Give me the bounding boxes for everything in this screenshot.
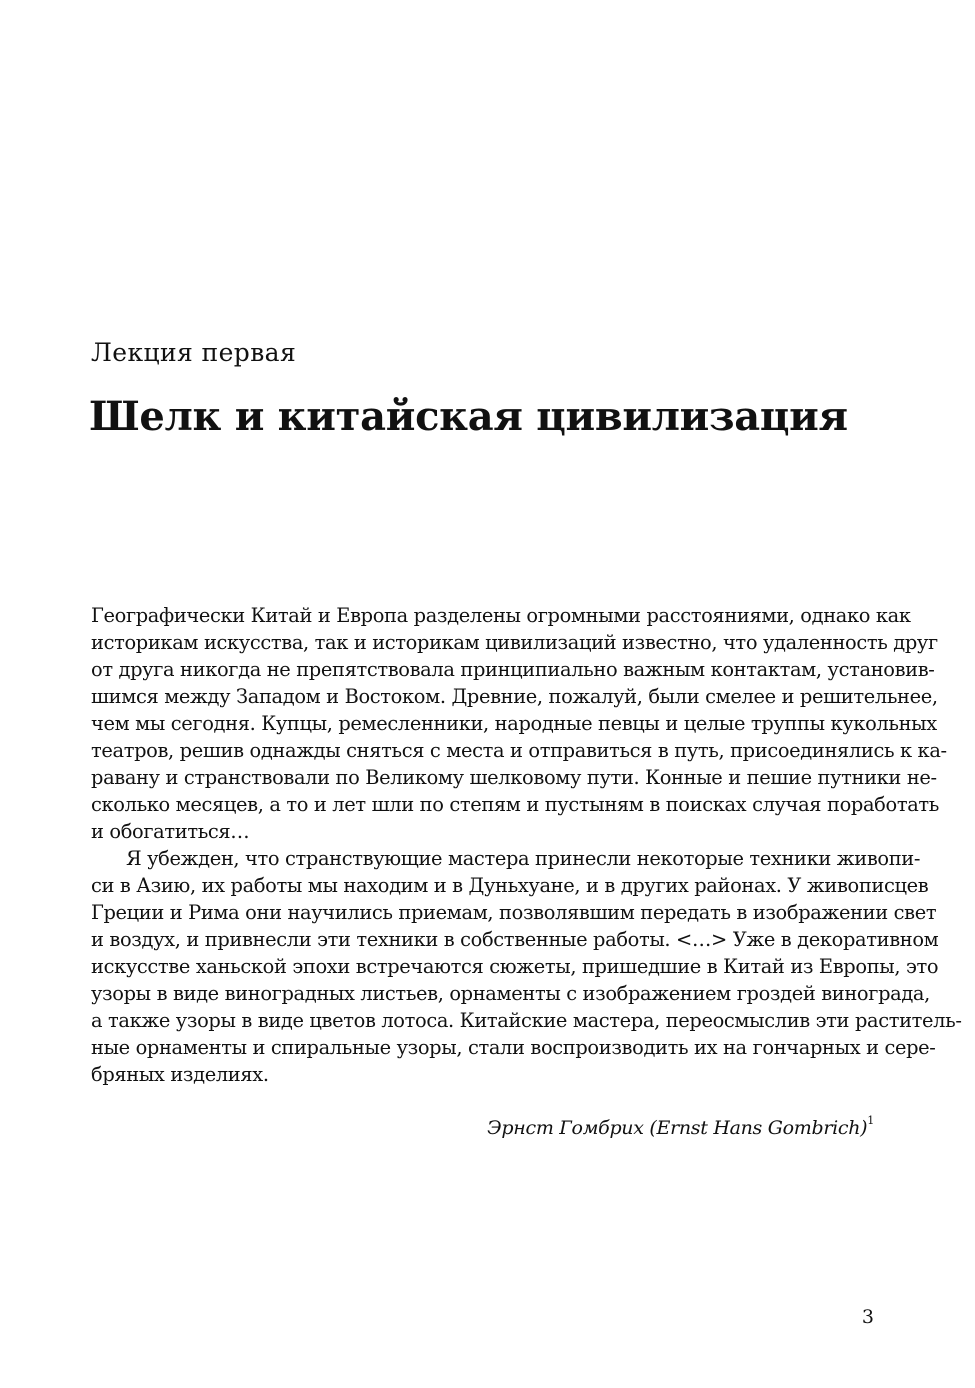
text-line: театров, решив однажды сняться с места и отправиться в путь, присоединялись к ка- [91, 739, 947, 762]
text-line: Греции и Рима они научились приемам, позволявшим передать в изображении свет [91, 901, 937, 924]
footnote-reference[interactable]: 1 [867, 1114, 874, 1127]
text-line: сколько месяцев, а то и лет шли по степям и пустыням в поисках случая поработать [91, 793, 939, 816]
text-line: Географически Китай и Европа разделены огромными расстояниями, однако как [91, 604, 911, 627]
page-number: 3 [861, 1306, 874, 1328]
text-line: чем мы сегодня. Купцы, ремесленники, народные певцы и целые труппы кукольных [91, 712, 937, 735]
epigraph-paragraph-1 [91, 602, 947, 845]
text-line: историкам искусства, так и историкам цивилизаций известно, что удаленность друг [91, 631, 938, 654]
author-name: Эрнст Гомбрих (Ernst Hans Gombrich) [487, 1117, 868, 1139]
text-line: узоры в виде виноградных листьев, орнаменты с изображением гроздей винограда, [91, 982, 930, 1005]
chapter-title: Шелк и китайская цивилизация [89, 393, 848, 440]
text-line: от друга никогда не препятствовала принципиально важным контактам, установив- [91, 658, 935, 681]
text-line: бряных изделиях. [91, 1063, 269, 1086]
epigraph [91, 602, 962, 1088]
text-line: ные орнаменты и спиральные узоры, стали воспроизводить их на гончарных и сере- [91, 1036, 936, 1059]
text-line: шимся между Западом и Востоком. Древние, пожалуй, были смелее и решительнее, [91, 685, 938, 708]
text-line: си в Азию, их работы мы находим и в Дуньхуане, и в других районах. У живописцев [91, 874, 929, 897]
text-line: искусстве ханьской эпохи встречаются сюжеты, пришедшие в Китай из Европы, это [91, 955, 939, 978]
text-line: Я убежден, что странствующие мастера принесли некоторые техники живопи- [126, 847, 921, 870]
text-line: равану и странствовали по Великому шелковому пути. Конные и пешие путники не- [91, 766, 937, 789]
text-line: и воздух, и привнесли эти техники в собственные работы. <…> Уже в декоративном [91, 928, 939, 951]
lecture-label: Лекция первая [91, 338, 297, 367]
epigraph-paragraph-2 [91, 845, 962, 1088]
text-line: а также узоры в виде цветов лотоса. Китайские мастера, переосмыслив эти раститель- [91, 1009, 962, 1032]
text-line: и обогатиться… [91, 820, 250, 843]
epigraph-attribution [487, 1114, 874, 1139]
